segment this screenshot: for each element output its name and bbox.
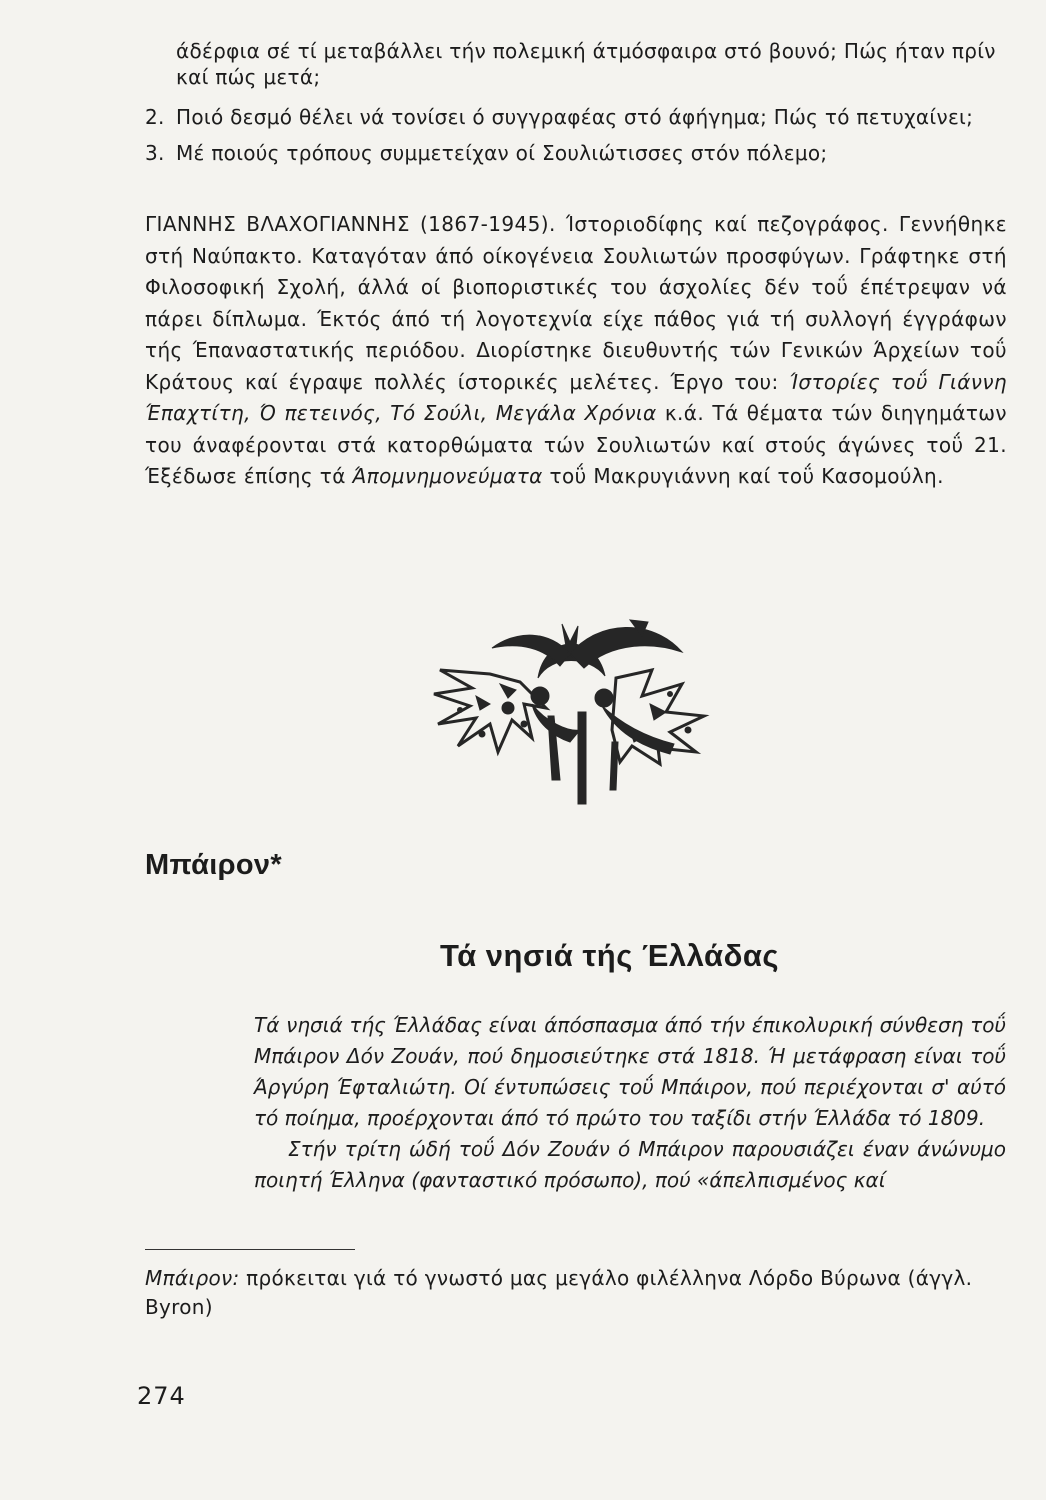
poem-introduction xyxy=(254,1010,1006,1196)
footnote-term: Μπάιρον: xyxy=(145,1266,240,1290)
biography-memoirs-title: Άπομνημονεύματα xyxy=(352,464,543,488)
question-3-text: Μέ ποιούς τρόπους συμμετείχαν οί Σουλιώτισσες στόν πόλεμο; xyxy=(176,141,828,165)
biography-intro-text: ΓΙΑΝΝΗΣ ΒΛΑΧΟΓΙΑΝΝΗΣ (1867-1945). Ίστοριοδίφης καί πεζογράφος. Γεννήθηκε στή Ναύπακτο. Καταγόταν άπό οίκογένεια Σουλιωτών προσφύγων. Γράφτηκε στή Φιλοσοφική Σχολή, άλλά οί βιοποριστικές του άσχολίες δέν τοΰ έπέτρεψαν νά πάρει δίπλωμα. Έκτός άπό τή λογοτεχνία είχε πάθος γιά τή συλλογή έγγράφων τής Έπαναστατικής περιόδου. Διορίστηκε διευθυντής τών Γενικών Άρχείων τοΰ Κράτους καί έγραψε πολλές ίστορικές μελέτες. Έργο του: xyxy=(145,212,1007,394)
winged-ornament-icon xyxy=(420,612,720,812)
question-2 xyxy=(145,104,1015,130)
poem-title: Τά νησιά τής Έλλάδας xyxy=(440,938,780,973)
author-heading: Μπάιρον* xyxy=(145,849,282,881)
footnote-divider xyxy=(145,1249,355,1250)
biography-works-list: Ίστορίες τοΰ Γιάννη Έπαχτίτη, Ό πετεινός, Τό Σούλι, Μεγάλα Χρόνια xyxy=(145,369,1007,425)
biography-end-text: τοΰ Μακρυγιάννη καί τοΰ Κασομούλη. xyxy=(542,464,944,488)
footnote-text: πρόκειται γιά τό γνωστό μας μεγάλο φιλέλληνα Λόρδο Βύρωνα (άγγλ. Byron) xyxy=(145,1266,973,1319)
question-3-number: 3. xyxy=(145,141,165,165)
intro-paragraph: Τά νησιά τής Έλλάδας είναι άπόσπασμα άπό τήν έπικολυρική σύνθεση τοΰ Μπάιρον Δόν Ζουάν, πού δημοσιεύτηκε στά 1818. Ή μετάφραση είναι τοΰ Άργύρη Έφταλιώτη. Οί έντυπώσεις τοΰ Μπάιρον, πού περιέχονται σ' αύτό τό ποίημα, προέρχονται άπό τό πρώτο του ταξίδι στήν Έλλάδα τό 1809. xyxy=(254,1013,1006,1130)
intro-paragraph: Στήν τρίτη ώδή τοΰ Δόν Ζουάν ό Μπάιρον παρουσιάζει έναν άνώνυμο ποιητή Έλληνα (φανταστικό πρόσωπο), πού «άπελπισμένος καί xyxy=(254,1137,1006,1192)
footnote xyxy=(145,1264,1007,1322)
page-number: 274 xyxy=(137,1382,186,1410)
question-3 xyxy=(145,140,1015,166)
question-2-number: 2. xyxy=(145,105,165,129)
question-1-continuation: άδέρφια σέ τί μεταβάλλει τήν πολεμική άτμόσφαιρα στό βουνό; Πώς ήταν πρίν καί πώς μετά; xyxy=(176,39,996,89)
biography-middle-text: κ.ά. Τά θέματα τών διηγημάτων του άναφέρονται στά κατορθώματα τών Σουλιωτών καί στούς άγώνες τοΰ 21. Έξέδωσε έπίσης τά xyxy=(145,401,1007,488)
question-2-text: Ποιό δεσμό θέλει νά τονίσει ό συγγραφέας στό άφήγημα; Πώς τό πετυχαίνει; xyxy=(176,105,974,129)
author-biography xyxy=(145,209,1007,493)
